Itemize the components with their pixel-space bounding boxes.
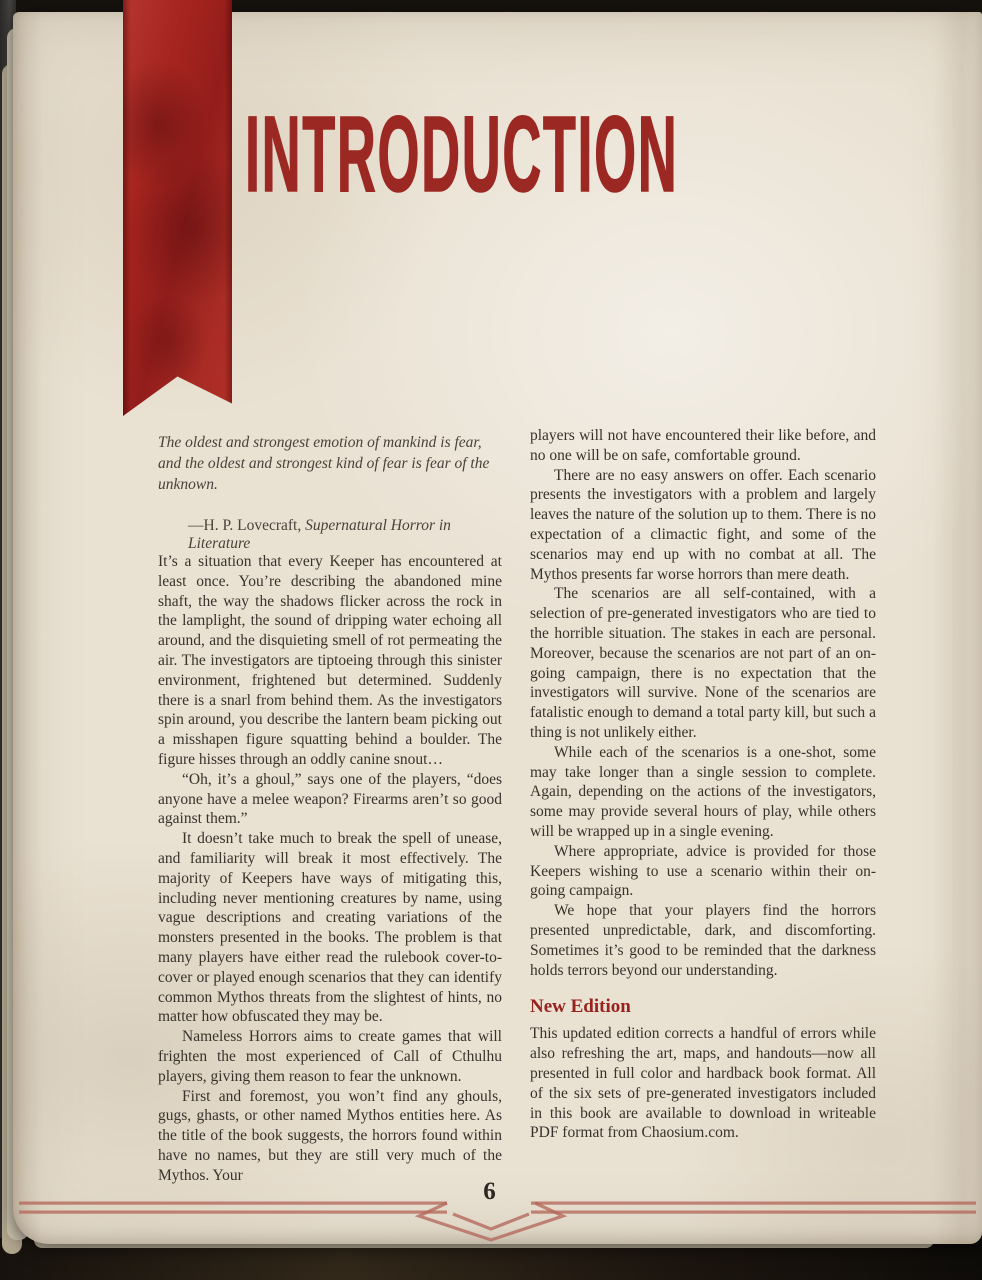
body-paragraph: While each of the scenarios is a one-shot, some may take longer than a single session to complete. Again, depending on the actions of the investigators, some may provide several hours of play, while others will be wrapped up in a single evening. <box>530 743 876 840</box>
bookmark-ribbon <box>123 0 232 416</box>
body-paragraph: This updated edition corrects a handful of errors while also refreshing the art, maps, and handouts—now all presented in full color and hardback book format. All of the six sets of pre-generated investigators included in this book are available to download in writeable PDF format from Chaosium.com. <box>530 1025 876 1142</box>
body-paragraph: It doesn’t take much to break the spell of unease, and familiarity will break it most effectively. The majority of Keepers have ways of mitigating this, including never mentioning creatures by name, using vague descriptions and creating variations of the monsters presented in the books. The problem is that many players have either read the rulebook cover-to-cover or played enough scenarios that they can identify common Mythos threats from the slightest of hints, no matter how obfuscated they may be. <box>158 830 502 1026</box>
epigraph-work-title: Supernatural Horror in Literature <box>188 517 451 552</box>
right-column <box>530 426 876 1143</box>
body-paragraph: It’s a situation that every Keeper has encountered at least once. You’re describing the abandoned mine shaft, the way the shadows flicker across the rock in the lamplight, the sound of dripping water echoing all around, and the disquieting smell of rot permeating the air. The investigators are tiptoeing through this sinister environment, frightened but determined. Suddenly there is a snarl from behind them. As the investigators spin around, you describe the lantern beam picking out a misshapen figure squatting behind a boulder. The figure hisses through an oddly canine snout… <box>158 553 502 768</box>
footer-rule-left-bottom <box>19 1211 447 1214</box>
body-paragraph: Nameless Horrors aims to create games that will frighten the most experienced of Call of Cthulhu players, giving them reason to fear the unknown. <box>158 1028 502 1085</box>
body-paragraph: We hope that your players find the horrors presented unpredictable, dark, and discomforting. Sometimes it’s good to be reminded that the darkness holds terrors beyond our understanding. <box>530 902 876 979</box>
body-paragraph: The scenarios are all self-contained, with a selection of pre-generated investigators who are tied to the horrible situation. The stakes in each are personal. Moreover, because the scenarios are not part of an on-going campaign, there is no expectation that the investigators will survive. None of the scenarios are fatalistic enough to demand a total party kill, but such a thing is not unlikely either. <box>530 585 876 741</box>
epigraph-author: —H. P. Lovecraft, <box>188 517 306 534</box>
section-heading-new-edition: New Edition <box>530 996 631 1018</box>
footer-rule-right-bottom <box>531 1211 976 1214</box>
page-title: INTRODUCTION <box>245 93 679 214</box>
epigraph-quote: The oldest and strongest emotion of mankind is fear, and the oldest and strongest kind of fear is fear of the unknown. <box>158 434 490 493</box>
chevron-down-ornament-outer <box>419 1203 563 1240</box>
body-paragraph: There are no easy answers on offer. Each scenario presents the investigators with a problem and largely leaves the nature of the solution up to them. There is no expectation of a climactic fight, and some of the scenarios may end up with no combat at all. The Mythos presents far worse horrors than mere death. <box>530 466 876 583</box>
epigraph-attribution <box>158 517 506 553</box>
body-paragraph: players will not have encountered their like before, and no one will be on safe, comfortable ground. <box>530 427 876 464</box>
body-paragraph: Where appropriate, advice is provided for those Keepers wishing to use a scenario within their on-going campaign. <box>530 842 876 900</box>
body-paragraph: “Oh, it’s a ghoul,” says one of the players, “does anyone have a melee weapon? Firearms aren’t so good against them.” <box>158 770 502 828</box>
left-column <box>158 552 502 1186</box>
chevron-down-ornament-inner <box>453 1214 529 1229</box>
page-number: 6 <box>483 1178 496 1205</box>
page-footer <box>13 1168 982 1252</box>
epigraph <box>158 432 506 553</box>
body-paragraph: First and foremost, you won’t find any ghouls, gugs, ghasts, or other named Mythos entities here. As the title of the book suggests, the horrors found within have no names, but they are still very much of the Mythos. Your <box>158 1087 502 1184</box>
